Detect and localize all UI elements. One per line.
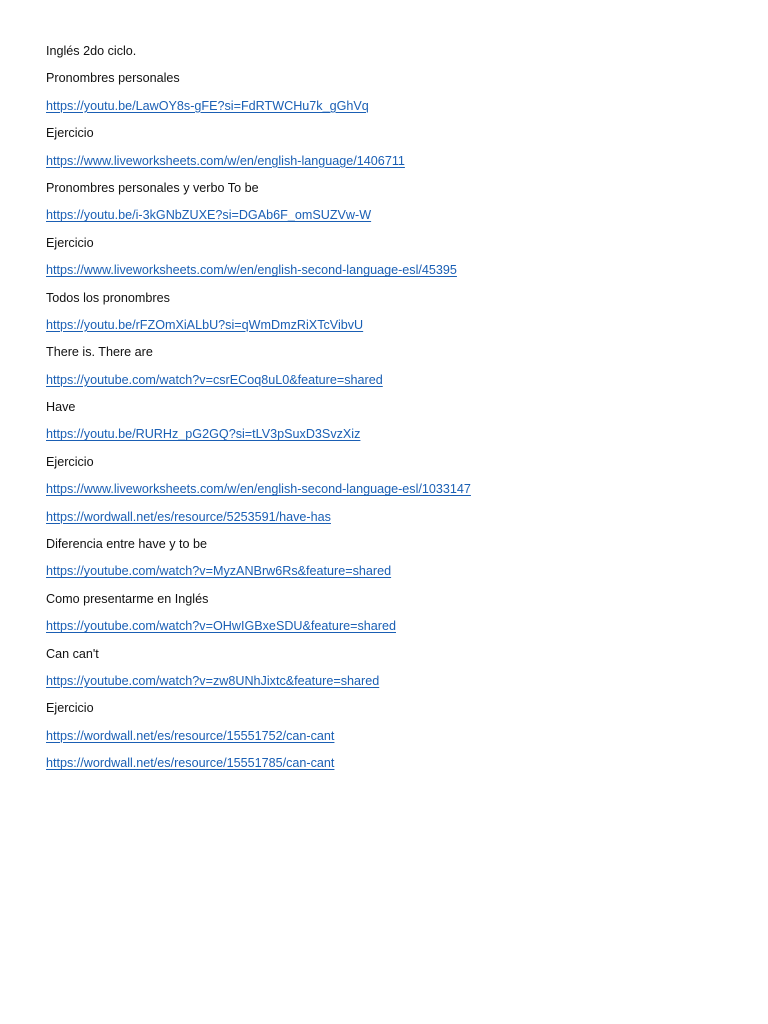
- resource-link[interactable]: https://youtu.be/rFZOmXiALbU?si=qWmDmzRiXTcVibvU: [46, 317, 364, 332]
- resource-link[interactable]: https://youtu.be/RURHz_pG2GQ?si=tLV3pSuxD3SvzXiz: [46, 427, 361, 442]
- resource-link[interactable]: https://youtube.com/watch?v=MyzANBrw6Rs&feature=shared: [46, 564, 392, 579]
- resource-link[interactable]: https://youtu.be/LawOY8s-gFE?si=FdRTWCHu7k_gGhVq: [46, 98, 369, 113]
- topic-label: Can can't: [46, 646, 99, 661]
- topic-label: Como presentarme en Inglés: [46, 591, 209, 606]
- topic-label: Todos los pronombres: [46, 290, 170, 305]
- topic-label: There is. There are: [46, 345, 153, 360]
- resource-link[interactable]: https://wordwall.net/es/resource/15551752/can-cant: [46, 728, 335, 743]
- resource-link[interactable]: https://youtube.com/watch?v=csrECoq8uL0&feature=shared: [46, 372, 383, 387]
- topic-label: Ejercicio: [46, 126, 94, 141]
- resource-link[interactable]: https://wordwall.net/es/resource/15551785/can-cant: [46, 756, 335, 771]
- resource-link[interactable]: https://youtu.be/i-3kGNbZUXE?si=DGAb6F_omSUZVw-W: [46, 208, 372, 223]
- topic-label: Pronombres personales: [46, 71, 180, 86]
- resource-link[interactable]: https://www.liveworksheets.com/w/en/english-language/1406711: [46, 153, 405, 168]
- topic-label: Pronombres personales y verbo To be: [46, 180, 259, 195]
- topic-label: Have: [46, 400, 76, 415]
- resource-link[interactable]: https://wordwall.net/es/resource/5253591/have-has: [46, 509, 331, 524]
- resource-link[interactable]: https://www.liveworksheets.com/w/en/english-second-language-esl/45395: [46, 263, 457, 278]
- topic-label: Ejercicio: [46, 701, 94, 716]
- resource-link[interactable]: https://www.liveworksheets.com/w/en/english-second-language-esl/1033147: [46, 482, 471, 497]
- document-body: [46, 42, 726, 782]
- resource-link[interactable]: https://youtube.com/watch?v=OHwIGBxeSDU&feature=shared: [46, 619, 396, 634]
- resource-link[interactable]: https://youtube.com/watch?v=zw8UNhJixtc&feature=shared: [46, 673, 380, 688]
- topic-label: Ejercicio: [46, 235, 94, 250]
- topic-label: Diferencia entre have y to be: [46, 537, 208, 552]
- doc-heading: Inglés 2do ciclo.: [46, 44, 137, 58]
- topic-label: Ejercicio: [46, 454, 94, 469]
